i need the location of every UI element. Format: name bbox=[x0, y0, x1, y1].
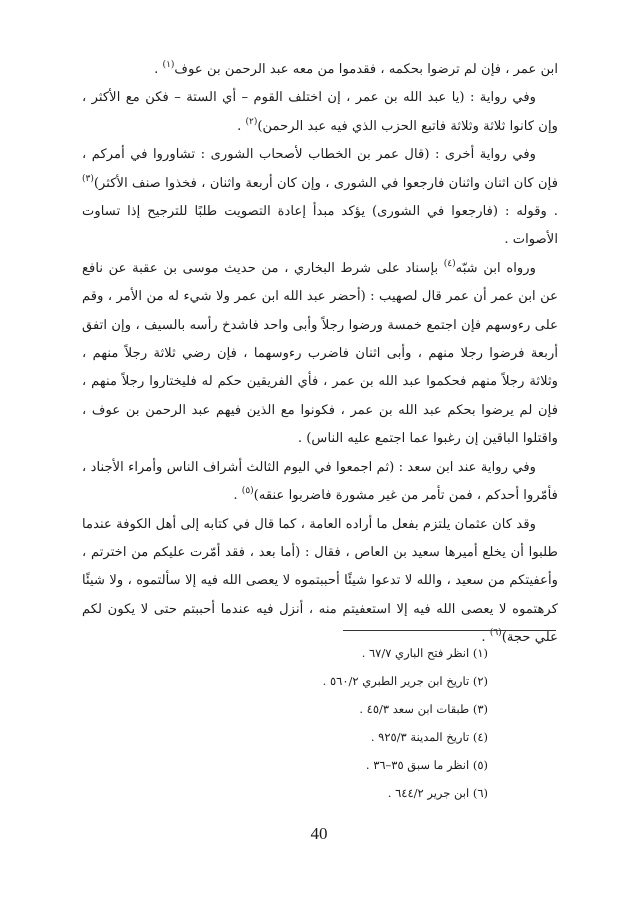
paragraph-tail: . bbox=[154, 62, 163, 77]
footnote-ref-2: (٢) bbox=[245, 116, 258, 127]
paragraph-text: وفي رواية : (يا عبد الله بن عمر ، إن اختلف القوم – أي الستة – فكن مع الأكثر ، وإن كانوا ثلاثة وثلاثة فاتبع الحزب الذي فيه عبد الرحمن) bbox=[82, 90, 558, 134]
footnote-4: (٤) تاريخ المدينة ٩٢٥/٣ . bbox=[370, 730, 488, 744]
paragraph-tail: . وقوله : (فارجعوا في الشورى) يؤكد مبدأ إعادة التصويت طلبًا للترجيح إذا تساوت الأصوات . bbox=[82, 204, 558, 248]
paragraph-3 bbox=[82, 141, 558, 255]
main-text bbox=[82, 56, 558, 653]
paragraph-text: وقد كان عثمان يلتزم بفعل ما أراده العامة ، كما قال في كتابه إلى أهل الكوفة عندما طلبوا أن يخلع أميرها سعيد بن العاص ، فقال : (أما بعد ، فقد أمّرت عليكم من اخترتم ، وأعفيتكم من سعيد ، والله لا تدعوا شيئًا أحببتموه لا يعصى الله فيه إلا سألتموه ، ولا شيئًا كرهتموه لا يعصى الله فيه إلا استعفيتم منه ، أنزل فيه عندما أحببتم حتى لا يكون لكم علي حجة) bbox=[82, 516, 558, 646]
footnote-ref-4: (٤) bbox=[443, 258, 456, 269]
footnote-ref-6: (٦) bbox=[489, 628, 502, 639]
paragraph-tail: . bbox=[233, 488, 242, 504]
paragraph-text: وفي رواية عند ابن سعد : (ثم اجمعوا في اليوم الثالث أشراف الناس وأمراء الأجناد ، فأمّروا أحدكم ، فمن تأمر من غير مشورة فاضربوا عنقه) bbox=[82, 459, 558, 504]
paragraph-1 bbox=[82, 56, 558, 84]
paragraph-text: ابن عمر ، فإن لم ترضوا بحكمه ، فقدموا من معه عبد الرحمن بن عوف bbox=[174, 62, 558, 77]
page-number: 40 bbox=[310, 824, 328, 843]
footnote-2: (٢) تاريخ ابن جرير الطبري ٥٦٠/٢ . bbox=[322, 674, 488, 688]
footnote-ref-1: (١) bbox=[162, 60, 175, 70]
paragraph-4 bbox=[82, 255, 558, 454]
footnote-5: (٥) انظر ما سبق ٣٥–٣٦ . bbox=[365, 758, 488, 772]
paragraph-text: وفي رواية أخرى : (قال عمر بن الخطاب لأصحاب الشورى : تشاوروا في أمركم ، فإن كان اثنان واثنان فارجعوا في الشورى ، وإن كان أربعة واثنان ، فخذوا صنف الأكثر) bbox=[82, 147, 558, 191]
paragraph-6 bbox=[82, 511, 558, 653]
footnote-6: (٦) ابن جرير ٦٤٤/٢ . bbox=[387, 786, 488, 800]
paragraph-text: ورواه ابن شبّه bbox=[455, 260, 536, 276]
footnote-ref-3: (٣) bbox=[82, 173, 94, 184]
footnote-3: (٣) طبقات ابن سعد ٤٥/٣ . bbox=[359, 702, 488, 716]
paragraph-tail: بإسناد على شرط البخاري ، من حديث موسى بن عقبة عن نافع عن ابن عمر أن عمر قال لصهيب : (أحضر عبد الله ابن عمر ولا شيء له من الأمر ، وقم على رءوسهم فإن اجتمع خمسة ورضوا رجلاً وأبى واحد فاشدخ رأسه بالسيف ، وإن اتفق أربعة فرضوا رجلا منهم ، وأبى اثنان فاضرب رءوسهما ، فإن رضي ثلاثة رجلاً منهم ، وثلاثة رجلاً منهم فحكموا عبد الله بن عمر ، فأي الفريقين حكم له فليختاروا رجلاً منهم ، فإن لم يرضوا بحكم عبد الله بن عمر ، فكونوا مع الذين فيهم عبد الرحمن بن عوف ، واقتلوا الباقين إن رغبوا عما اجتمع عليه الناس) . bbox=[82, 260, 558, 447]
footnote-ref-5: (٥) bbox=[241, 486, 254, 497]
paragraph-tail: . bbox=[237, 118, 246, 134]
paragraph-tail: . bbox=[481, 630, 490, 646]
paragraph-2 bbox=[82, 84, 558, 141]
footnotes bbox=[188, 639, 488, 807]
paragraph-5 bbox=[82, 454, 558, 511]
footnote-1: (١) انظر فتح الباري ٦٧/٧ . bbox=[361, 646, 488, 660]
footnote-separator bbox=[343, 630, 556, 631]
